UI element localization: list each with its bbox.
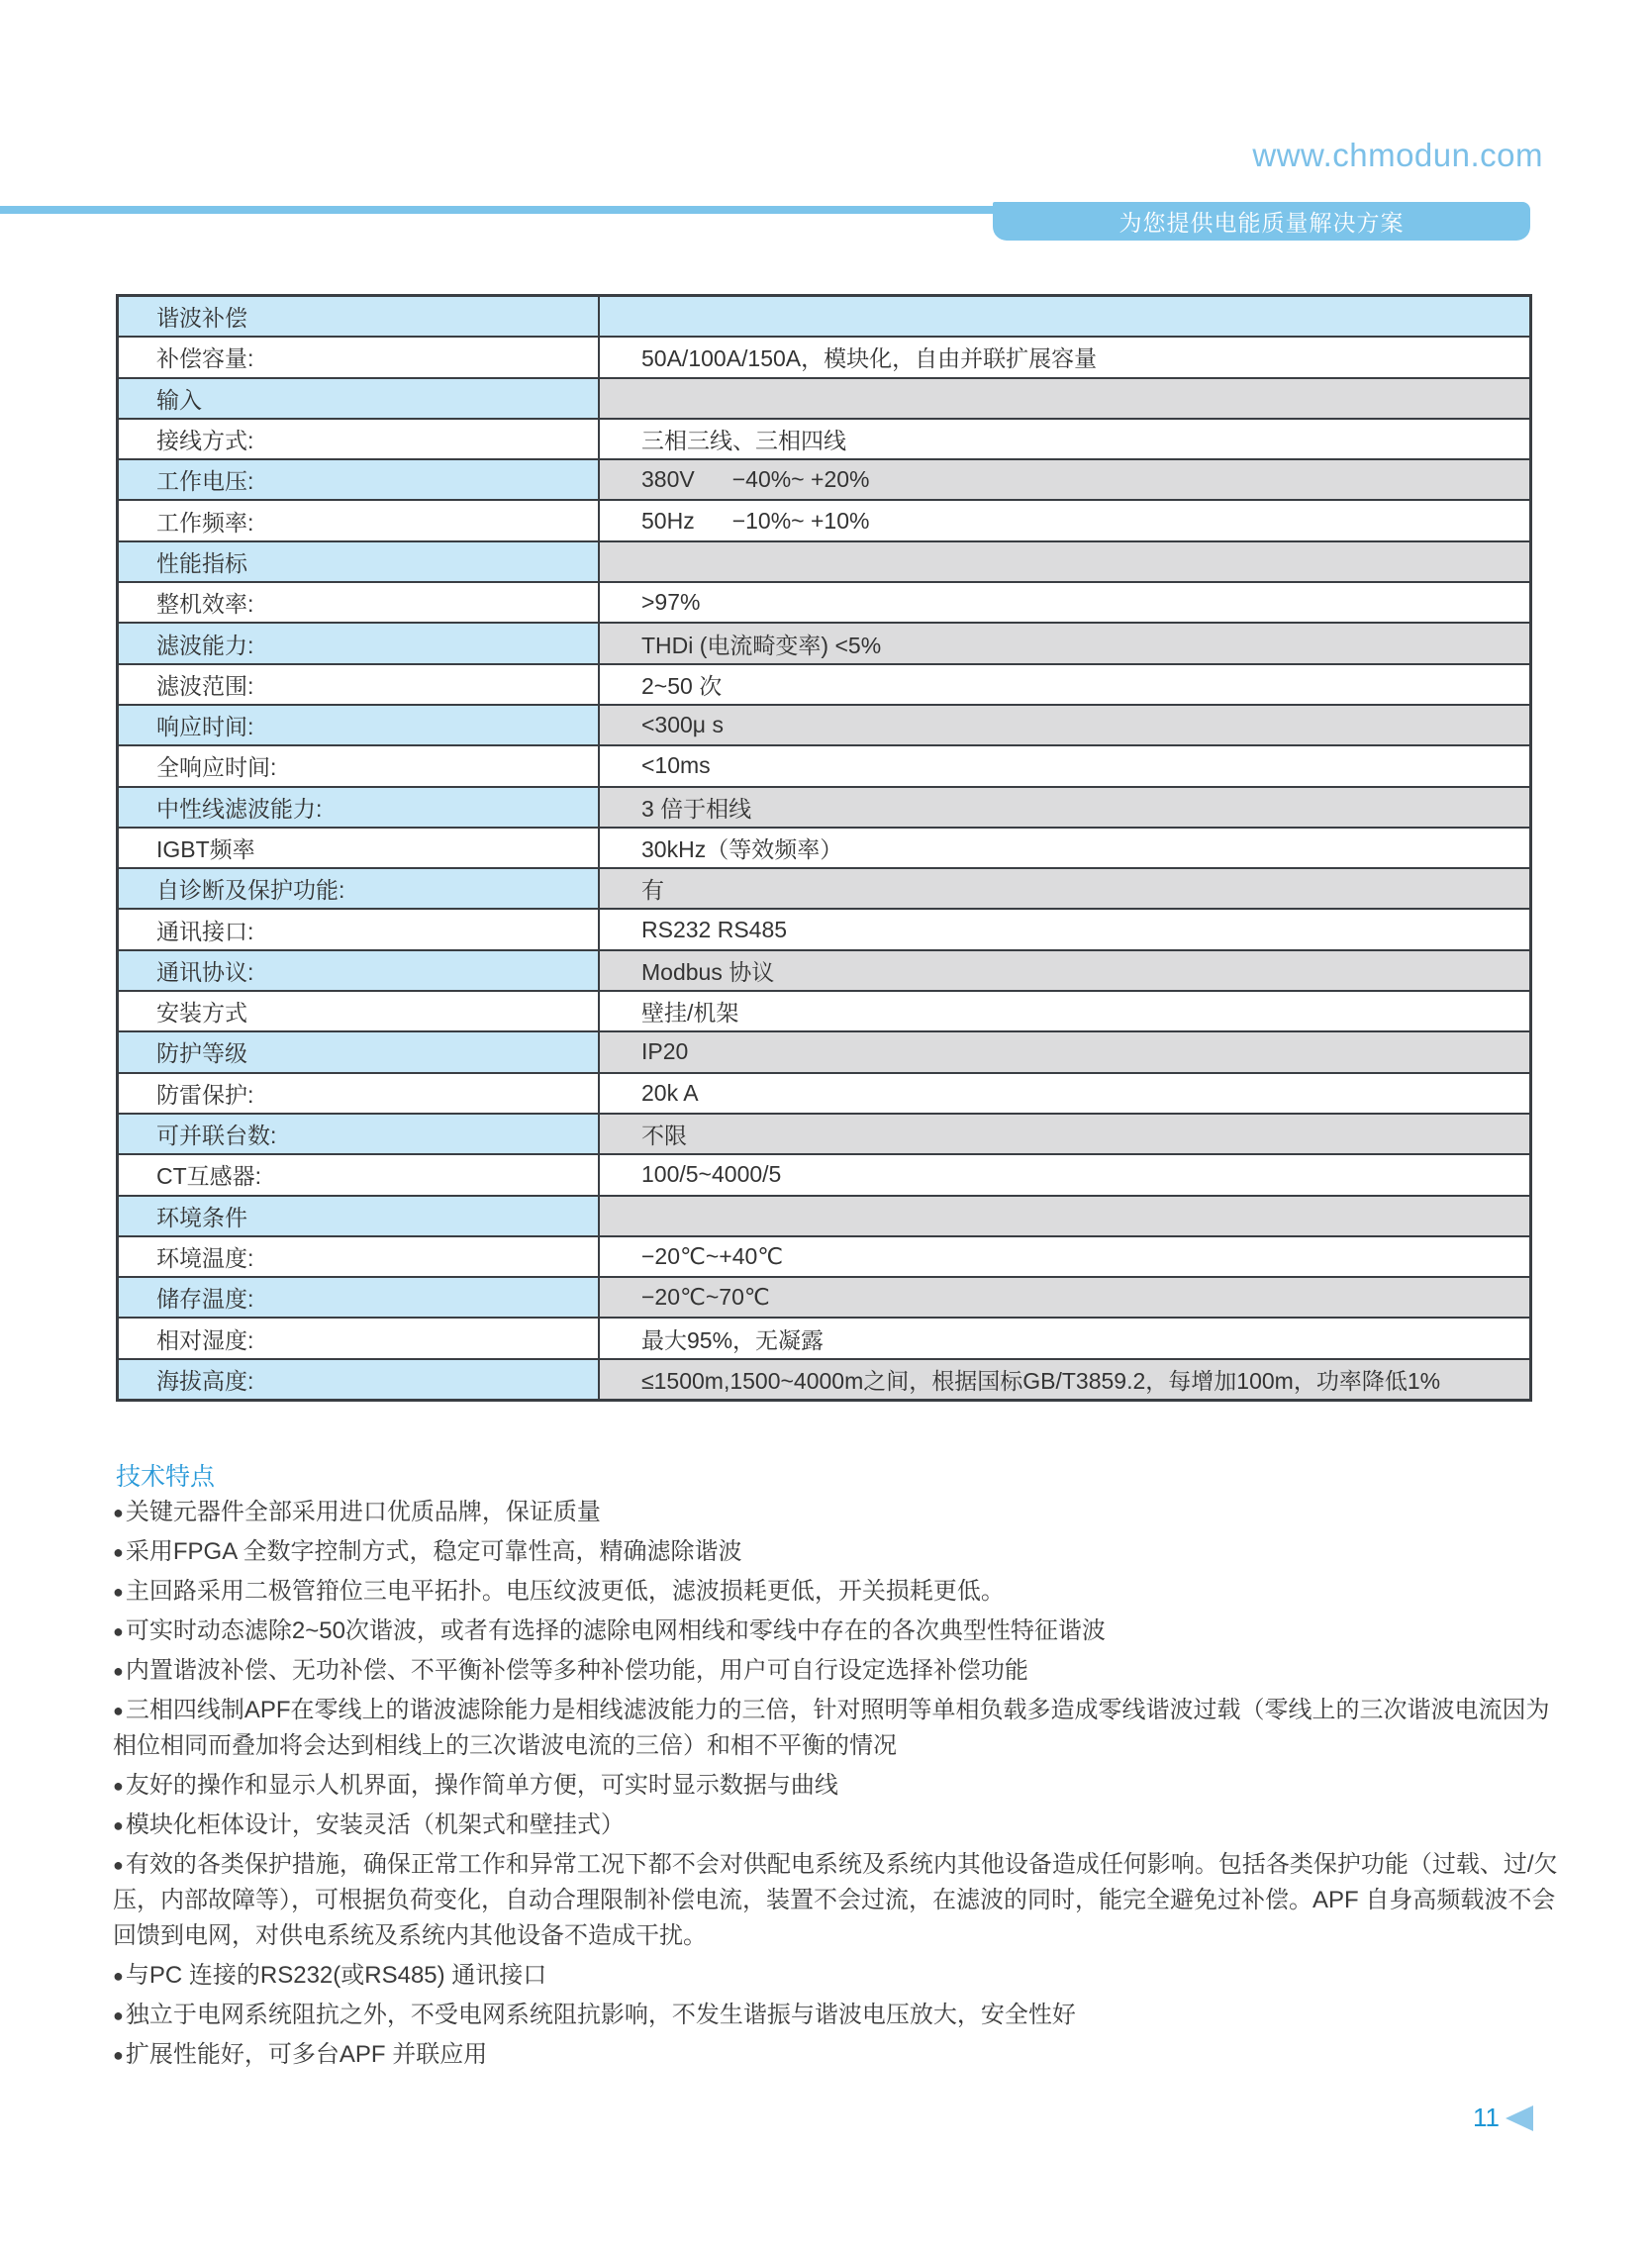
spec-value (600, 1155, 1529, 1194)
table-row (119, 827, 1529, 867)
spec-label: 相对湿度: (119, 1319, 600, 1357)
bullet-marker: ● (113, 1621, 124, 1641)
bullet-marker: ● (113, 1661, 124, 1681)
spec-value-text: 三相三线、三相四线 (641, 428, 846, 454)
table-row (119, 1153, 1529, 1194)
spec-value (600, 501, 1529, 539)
table-row (119, 704, 1529, 744)
spec-value-text: 380V (641, 466, 695, 493)
spec-label: 补偿容量: (119, 338, 600, 376)
spec-label: 性能指标 (119, 542, 600, 581)
bullet-marker: ● (113, 1855, 124, 1875)
feature-text: 独立于电网系统阻抗之外，不受电网系统阻抗影响，不发生谐振与谐波电压放大，安全性好 (125, 2002, 1076, 2028)
bullet-marker: ● (113, 2005, 124, 2025)
spec-value (600, 1319, 1529, 1357)
spec-value (600, 379, 1529, 418)
feature-item (113, 1768, 1560, 1804)
spec-label: 防护等级 (119, 1032, 600, 1071)
bullet-marker: ● (113, 1815, 124, 1835)
spec-value-text: Modbus 协议 (641, 958, 775, 985)
spec-label: 防雷保护: (119, 1074, 600, 1113)
spec-value (600, 460, 1529, 499)
feature-item (113, 2037, 1560, 2073)
table-row (119, 1072, 1529, 1113)
feature-text: 主回路采用二极管箝位三电平拓扑。电压纹波更低，滤波损耗更低，开关损耗更低。 (125, 1578, 1005, 1605)
spec-label: 滤波能力: (119, 624, 600, 662)
table-row (119, 1235, 1529, 1276)
table-row (119, 622, 1529, 662)
spec-value-text: 不限 (641, 1123, 687, 1149)
spec-value (600, 297, 1529, 336)
spec-value (600, 420, 1529, 458)
table-row (119, 458, 1529, 499)
spec-label: 滤波范围: (119, 665, 600, 704)
spec-label: 海拔高度: (119, 1360, 600, 1399)
features-list (113, 1495, 1560, 2077)
page-corner-triangle-icon (1506, 2105, 1533, 2131)
table-row (119, 581, 1529, 622)
spec-label: 整机效率: (119, 583, 600, 622)
table-row (119, 377, 1529, 418)
feature-item (113, 1847, 1560, 1954)
website-url[interactable]: www.chmodun.com (1252, 137, 1543, 173)
spec-value (600, 338, 1529, 376)
spec-label: 安装方式 (119, 992, 600, 1030)
table-row (119, 867, 1529, 908)
table-row (119, 744, 1529, 785)
table-row (119, 297, 1529, 336)
table-row (119, 499, 1529, 539)
spec-label: 全响应时间: (119, 746, 600, 785)
spec-value (600, 706, 1529, 744)
spec-value-text: THDi (电流畸变率) <5% (641, 632, 882, 658)
table-row (119, 1195, 1529, 1235)
table-row (119, 336, 1529, 376)
spec-label: 输入 (119, 379, 600, 418)
spec-value-tolerance: −10%~ +10% (731, 507, 870, 534)
spec-value-text: 30kHz（等效频率） (641, 836, 843, 862)
table-row (119, 1113, 1529, 1153)
spec-value (600, 869, 1529, 908)
feature-text: 内置谐波补偿、无功补偿、不平衡补偿等多种补偿功能，用户可自行设定选择补偿功能 (125, 1657, 1028, 1684)
table-row (119, 540, 1529, 581)
spec-value-text: >97% (641, 589, 701, 616)
bullet-marker: ● (113, 1503, 124, 1522)
spec-value-text: 最大95%，无凝露 (641, 1326, 825, 1353)
spec-value (600, 829, 1529, 867)
spec-value (600, 1237, 1529, 1276)
table-row (119, 949, 1529, 990)
spec-value-text: −20℃~+40℃ (641, 1242, 784, 1269)
features-heading: 技术特点 (116, 1463, 216, 1491)
feature-item (113, 1574, 1560, 1610)
spec-label: 中性线滤波能力: (119, 788, 600, 827)
feature-item (113, 1998, 1560, 2033)
spec-label: 通讯协议: (119, 951, 600, 990)
spec-value (600, 746, 1529, 785)
spec-value (600, 910, 1529, 948)
spec-table (116, 294, 1532, 1402)
feature-item (113, 1808, 1560, 1843)
table-row (119, 1317, 1529, 1357)
feature-text: 模块化柜体设计，安装灵活（机架式和壁挂式） (125, 1811, 625, 1838)
feature-item (113, 1653, 1560, 1689)
spec-value-text: ≤1500m,1500~4000m之间，根据国标GB/T3859.2，每增加100m，功率降低1% (641, 1367, 1441, 1394)
spec-value-text: 3 倍于相线 (641, 795, 752, 822)
feature-text: 与PC 连接的RS232(或RS485) 通讯接口 (125, 1962, 547, 1989)
feature-text: 友好的操作和显示人机界面，操作简单方便，可实时显示数据与曲线 (125, 1772, 838, 1799)
spec-label: 可并联台数: (119, 1115, 600, 1153)
spec-label: 接线方式: (119, 420, 600, 458)
spec-value (600, 624, 1529, 662)
spec-label: IGBT频率 (119, 829, 600, 867)
feature-item (113, 1534, 1560, 1570)
feature-text: 三相四线制APF在零线上的谐波滤除能力是相线滤波能力的三倍，针对照明等单相负载多造成零线谐波过载（零线上的三次谐波电流因为相位相同而叠加将会达到相线上的三次谐波电流的三倍）和相不平衡的情况 (113, 1697, 1550, 1759)
table-row (119, 786, 1529, 827)
table-row (119, 663, 1529, 704)
spec-label: CT互感器: (119, 1155, 600, 1194)
spec-value-text: RS232 RS485 (641, 916, 788, 942)
bullet-marker: ● (113, 1542, 124, 1562)
bullet-marker: ● (113, 2045, 124, 2065)
spec-value-text: 20k A (641, 1079, 699, 1106)
feature-item (113, 1693, 1560, 1764)
spec-label: 环境温度: (119, 1237, 600, 1276)
feature-item (113, 1614, 1560, 1649)
spec-value (600, 542, 1529, 581)
table-row (119, 418, 1529, 458)
spec-label: 谐波补偿 (119, 297, 600, 336)
bullet-marker: ● (113, 1582, 124, 1602)
spec-value-text: IP20 (641, 1038, 689, 1065)
spec-value (600, 788, 1529, 827)
table-row (119, 1276, 1529, 1317)
feature-text: 采用FPGA 全数字控制方式，稳定可靠性高，精确滤除谐波 (125, 1538, 742, 1565)
banner-tagline-text: 为您提供电能质量解决方案 (1118, 210, 1405, 236)
spec-label: 工作电压: (119, 460, 600, 499)
banner-tagline (993, 202, 1530, 241)
spec-label: 工作频率: (119, 501, 600, 539)
feature-item (113, 1495, 1560, 1530)
spec-value (600, 1278, 1529, 1317)
spec-value (600, 665, 1529, 704)
spec-label: 响应时间: (119, 706, 600, 744)
spec-value-text: 50A/100A/150A，模块化，自由并联扩展容量 (641, 345, 1098, 372)
banner-strip (0, 206, 993, 214)
spec-value (600, 1197, 1529, 1235)
spec-value-text: 100/5~4000/5 (641, 1161, 782, 1188)
bullet-marker: ● (113, 1776, 124, 1796)
feature-text: 可实时动态滤除2~50次谐波，或者有选择的滤除电网相线和零线中存在的各次典型性特征谐波 (125, 1617, 1106, 1644)
spec-value (600, 1360, 1529, 1399)
table-row (119, 908, 1529, 948)
page-footer (1473, 2103, 1533, 2133)
table-row (119, 1358, 1529, 1399)
spec-value-text: 有 (641, 877, 664, 904)
feature-item (113, 1958, 1560, 1994)
spec-label: 通讯接口: (119, 910, 600, 948)
spec-value (600, 1074, 1529, 1113)
spec-value-text: −20℃~70℃ (641, 1284, 770, 1311)
feature-text: 关键元器件全部采用进口优质品牌，保证质量 (125, 1499, 601, 1525)
feature-text: 扩展性能好，可多台APF 并联应用 (125, 2041, 488, 2068)
spec-value-text: 2~50 次 (641, 672, 723, 699)
page-number: 11 (1473, 2103, 1500, 2132)
spec-label: 环境条件 (119, 1197, 600, 1235)
spec-label: 自诊断及保护功能: (119, 869, 600, 908)
feature-text: 有效的各类保护措施，确保正常工作和异常工况下都不会对供配电系统及系统内其他设备造成任何影响。包括各类保护功能（过载、过/欠压，内部故障等），可根据负荷变化，自动合理限制补偿电流，装置不会过流，在滤波的同时，能完全避免过补偿。APF 自身高频载波不会回馈到电网，对供电系统及系统内其他设备不造成干扰。 (113, 1851, 1558, 1949)
spec-value-tolerance: −40%~ +20% (731, 466, 870, 493)
spec-label: 储存温度: (119, 1278, 600, 1317)
spec-value (600, 1032, 1529, 1071)
table-row (119, 990, 1529, 1030)
spec-value-text: 壁挂/机架 (641, 1000, 739, 1027)
spec-value-text: <10ms (641, 752, 711, 779)
spec-value-text: <300μ s (641, 712, 724, 738)
spec-value (600, 583, 1529, 622)
spec-value (600, 1115, 1529, 1153)
spec-value-text: 50Hz (641, 507, 695, 534)
bullet-marker: ● (113, 1966, 124, 1986)
bullet-marker: ● (113, 1701, 124, 1720)
table-row (119, 1030, 1529, 1071)
spec-value (600, 992, 1529, 1030)
spec-value (600, 951, 1529, 990)
